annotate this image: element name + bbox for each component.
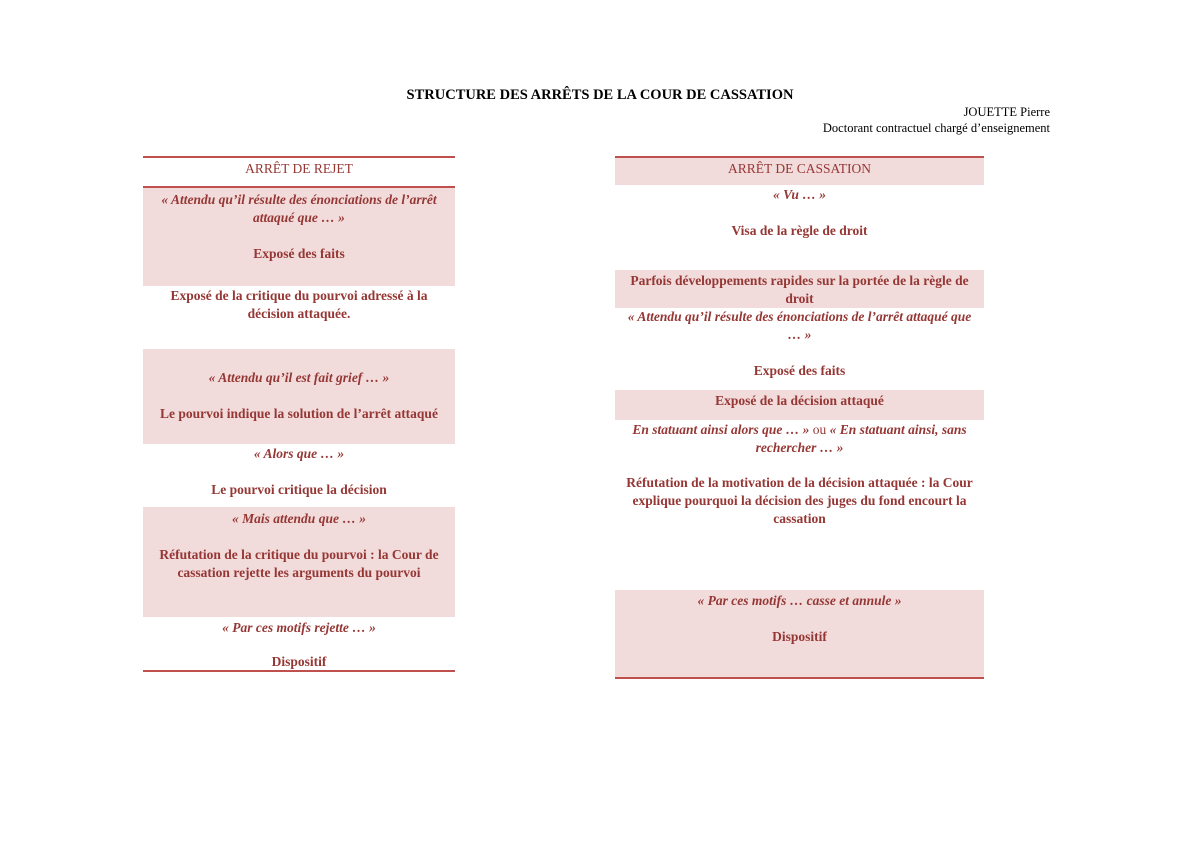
rejet-expose-critique: Exposé de la critique du pourvoi adressé à la décision attaquée. xyxy=(170,288,428,321)
rejet-expose-faits: Exposé des faits xyxy=(253,246,345,261)
rejet-facts-block xyxy=(143,188,455,286)
rejet-critique-decision: Le pourvoi critique la décision xyxy=(211,482,387,497)
cassation-header: ARRÊT DE CASSATION xyxy=(727,161,871,176)
cassation-refutation: Réfutation de la motivation de la décision attaquée : la Cour explique pourquoi la décision des juges du fond encourt la cassation xyxy=(626,475,973,526)
rejet-header: ARRÊT DE REJET xyxy=(245,161,353,176)
author-role: Doctorant contractuel chargé d’enseignement xyxy=(822,121,1050,135)
rejet-grief-block xyxy=(143,349,455,444)
rejet-bottom-rule xyxy=(143,670,455,672)
cassation-developpements: Parfois développements rapides sur la portée de la règle de droit xyxy=(615,270,984,308)
cassation-visa: Visa de la règle de droit xyxy=(731,223,868,238)
cassation-dispositif: Dispositif xyxy=(772,629,827,644)
cassation-quote-par-ces-motifs: « Par ces motifs … casse et annule » xyxy=(697,593,902,608)
rejet-column xyxy=(143,156,455,676)
cassation-header-block xyxy=(615,158,984,185)
rejet-refutation-block xyxy=(143,507,455,617)
rejet-top-rule xyxy=(143,156,455,158)
author-name: JOUETTE Pierre xyxy=(963,105,1050,119)
rejet-quote-grief: « Attendu qu’il est fait grief … » xyxy=(208,370,390,385)
rejet-quote-par-ces-motifs: « Par ces motifs rejette … » xyxy=(222,620,376,635)
document-title: STRUCTURE DES ARRÊTS DE LA COUR DE CASSATION xyxy=(406,87,794,103)
cassation-quote-vu: « Vu … » xyxy=(773,187,826,202)
cassation-quote-attendu-enonciations: « Attendu qu’il résulte des énonciations de l’arrêt attaqué que … » xyxy=(627,309,972,342)
cassation-dispositif-block xyxy=(615,590,984,677)
rejet-dispositif: Dispositif xyxy=(271,654,327,669)
cassation-ou: ou xyxy=(809,422,830,437)
author-block xyxy=(823,104,1050,136)
cassation-quote-statuant-sans-rechercher: « En statuant ainsi, sans rechercher … » xyxy=(755,422,967,455)
cassation-column xyxy=(615,156,984,682)
cassation-expose-faits: Exposé des faits xyxy=(753,363,846,378)
rejet-quote-mais-attendu: « Mais attendu que … » xyxy=(232,511,366,526)
cassation-quote-statuant-alors: En statuant ainsi alors que … » xyxy=(632,422,810,437)
cassation-expose-decision: Exposé de la décision attaqué xyxy=(615,390,984,420)
cassation-statuant-line xyxy=(615,421,984,457)
rejet-quote-alors-que: « Alors que … » xyxy=(253,446,345,461)
cassation-bottom-rule xyxy=(615,677,984,679)
rejet-refutation: Réfutation de la critique du pourvoi : la Cour de cassation rejette les arguments du pourvoi xyxy=(159,547,439,580)
rejet-solution: Le pourvoi indique la solution de l’arrêt attaqué xyxy=(160,406,438,421)
rejet-quote-attendu-enonciations: « Attendu qu’il résulte des énonciations de l’arrêt attaqué que … » xyxy=(161,192,437,225)
